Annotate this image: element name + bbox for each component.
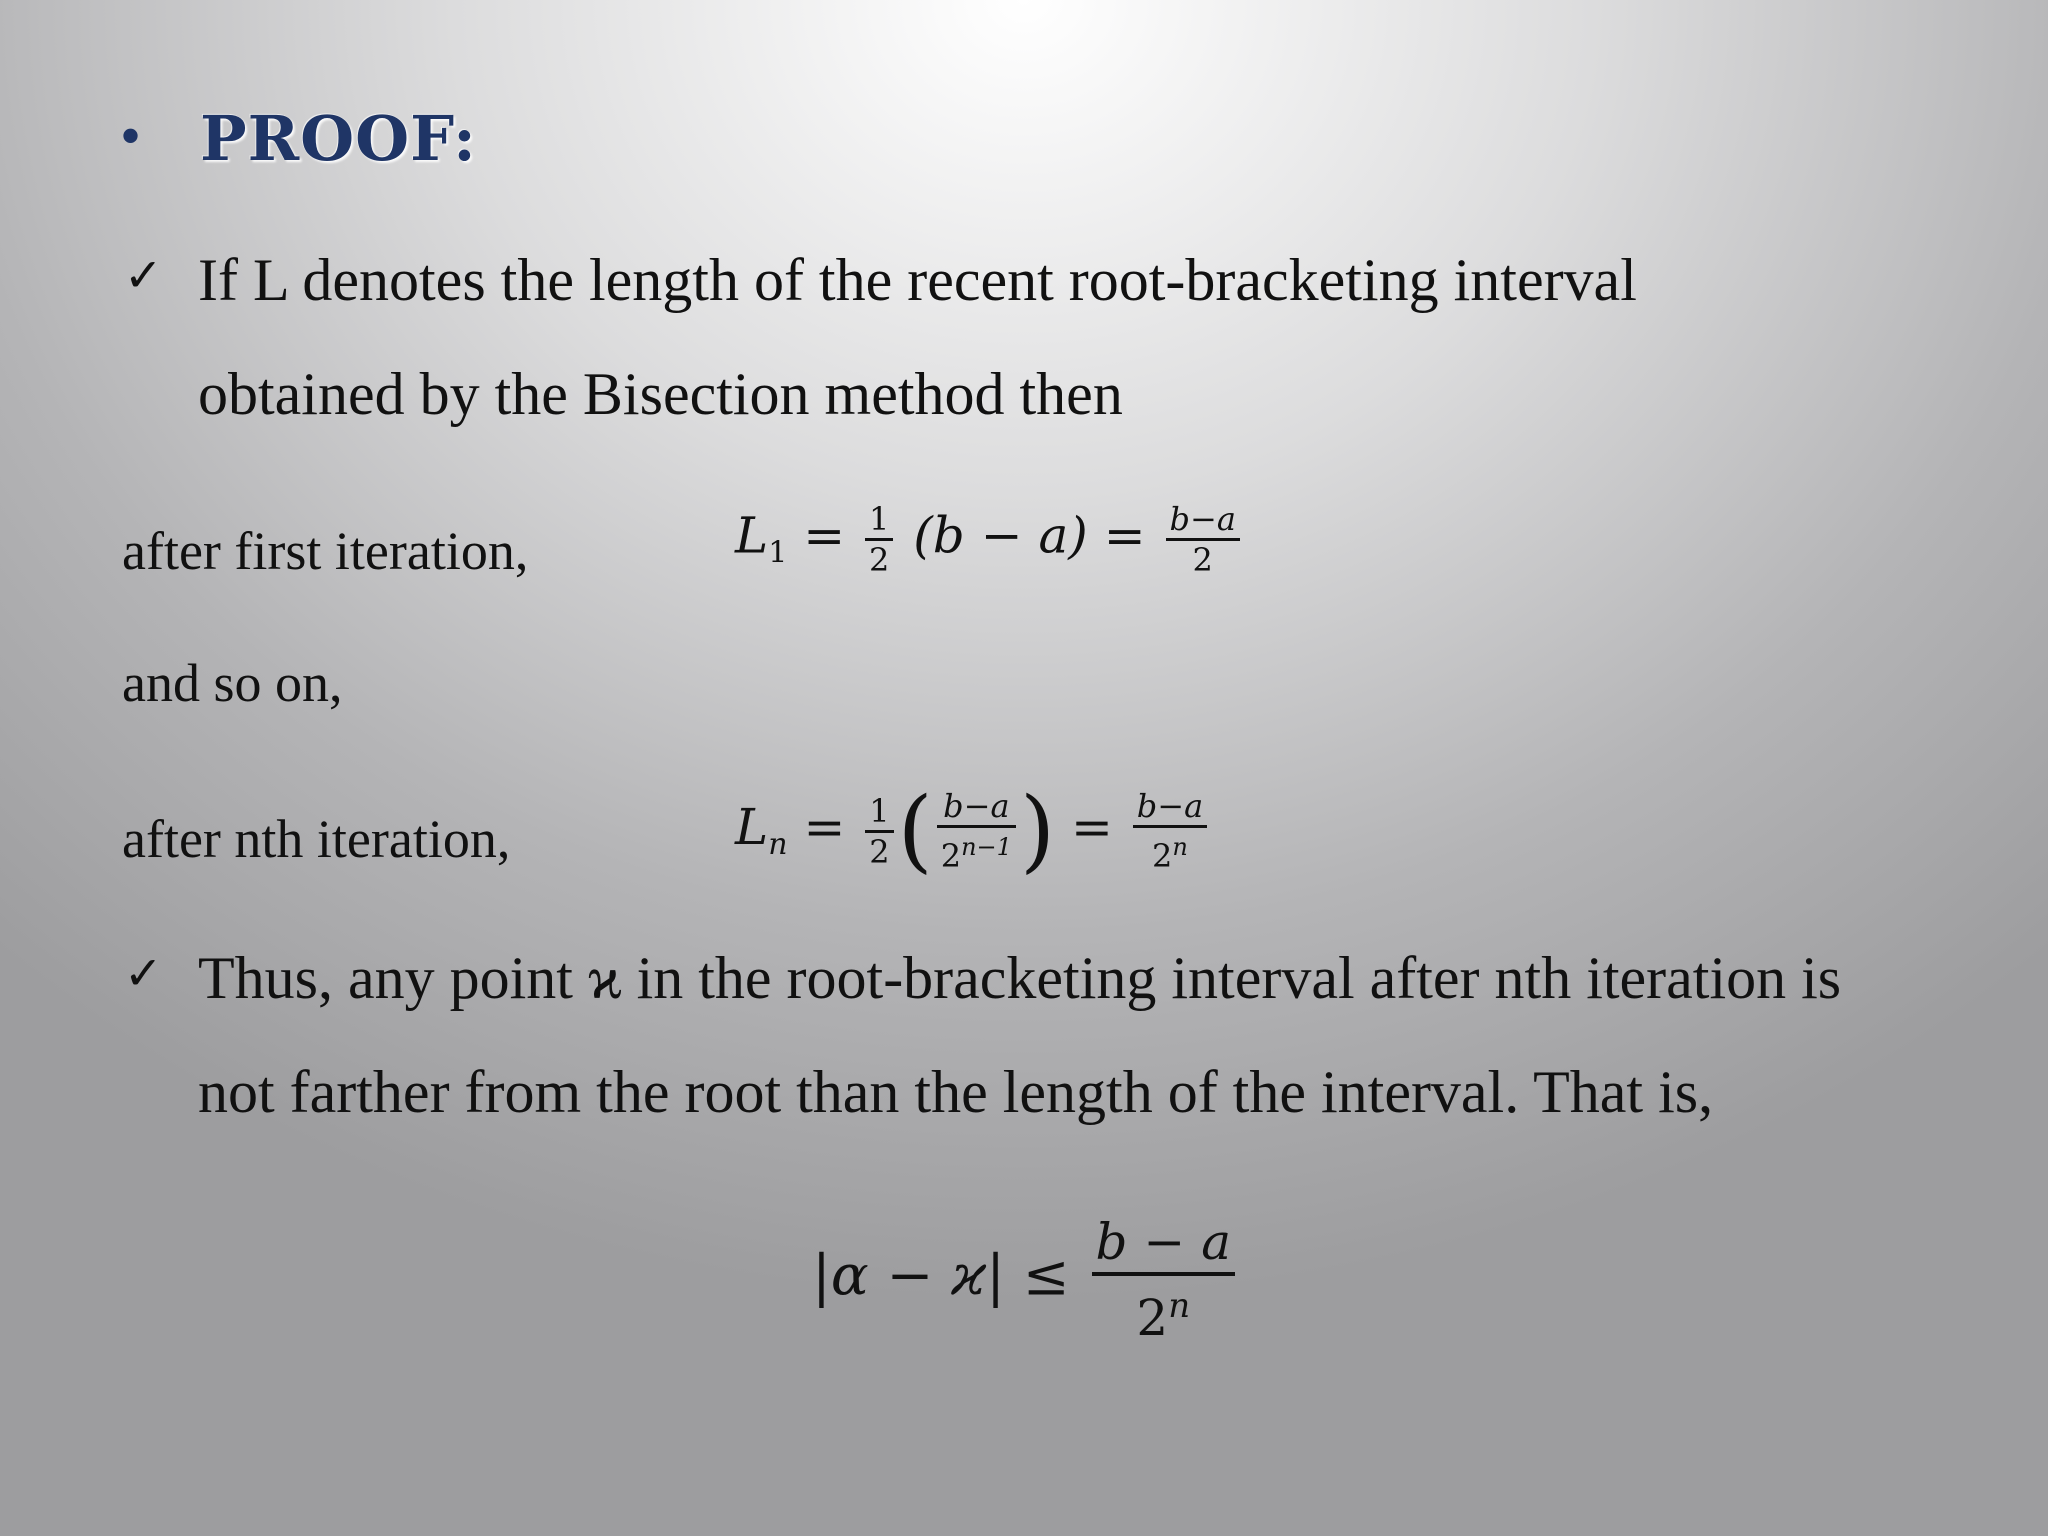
eq2-inner-num: b−a <box>943 787 1010 825</box>
eq1-lhs-sub: 1 <box>768 535 788 571</box>
eq1-equals: = <box>803 506 846 565</box>
eq2-lhs-var: L <box>735 798 769 856</box>
row2-label: and so on, <box>122 653 343 713</box>
equation-first-iteration <box>735 500 1244 579</box>
eq1-paren-expr: (b − a) <box>913 506 1088 565</box>
eq2-frac2-den-base: 2 <box>1152 837 1173 875</box>
eq2-half-fraction <box>865 792 893 871</box>
eq2-close-paren: ) <box>1019 778 1056 883</box>
eq1-result-fraction <box>1166 500 1240 579</box>
eq2-result-fraction <box>1133 787 1207 875</box>
row1-label: after first iteration, <box>122 521 529 581</box>
eq1-frac1-num: 1 <box>869 500 890 538</box>
eq2-open-paren: ( <box>897 778 933 883</box>
eq2-inner-den-base: 2 <box>940 837 962 875</box>
equation-nth-iteration <box>735 778 1211 883</box>
eq2-inner-den-exp: n−1 <box>961 833 1012 861</box>
eq3-den-exp: n <box>1168 1286 1191 1326</box>
eq1-lhs-var: L <box>735 506 769 565</box>
eq1-frac1-den: 2 <box>865 538 893 579</box>
eq2-frac1-num: 1 <box>869 791 890 830</box>
point2-line1: Thus, any point ϰ in the root-bracketing interval after nth iteration is <box>198 945 1842 1011</box>
checkmark-icon: ✓ <box>124 946 163 1000</box>
eq1-half-fraction <box>865 500 893 579</box>
row3-label: after nth iteration, <box>122 809 511 869</box>
eq2-frac2-den-exp: n <box>1172 833 1188 861</box>
eq3-den-base: 2 <box>1136 1289 1169 1347</box>
eq2-inner-fraction <box>937 787 1016 875</box>
eq1-frac2-num: b−a <box>1169 500 1236 538</box>
eq2-equals: = <box>803 798 846 856</box>
eq3-fraction <box>1092 1212 1236 1348</box>
eq1-equals2: = <box>1103 506 1146 565</box>
point2-line2: not farther from the root than the length of the interval. That is, <box>198 1059 1714 1125</box>
heading-bullet: • <box>120 103 142 169</box>
eq3-den <box>1092 1272 1236 1348</box>
error-bound-inequality <box>812 1212 1239 1348</box>
eq2-frac2-den <box>1133 825 1207 875</box>
eq2-frac2-num: b−a <box>1136 787 1204 825</box>
eq3-num: b − a <box>1095 1213 1232 1271</box>
eq2-frac1-den: 2 <box>865 830 893 871</box>
point1-line2: obtained by the Bisection method then <box>198 361 1123 427</box>
eq2-lhs-sub: n <box>768 827 788 862</box>
eq1-frac2-den: 2 <box>1166 538 1240 579</box>
eq2-inner-den <box>937 825 1016 875</box>
eq3-lhs: |α − ϰ| ≤ <box>812 1243 1070 1309</box>
checkmark-icon: ✓ <box>124 248 163 302</box>
eq2-equals2: = <box>1070 798 1113 856</box>
slide-title: PROOF: <box>200 102 477 175</box>
point1-line1: If L denotes the length of the recent root-bracketing interval <box>198 247 1637 313</box>
